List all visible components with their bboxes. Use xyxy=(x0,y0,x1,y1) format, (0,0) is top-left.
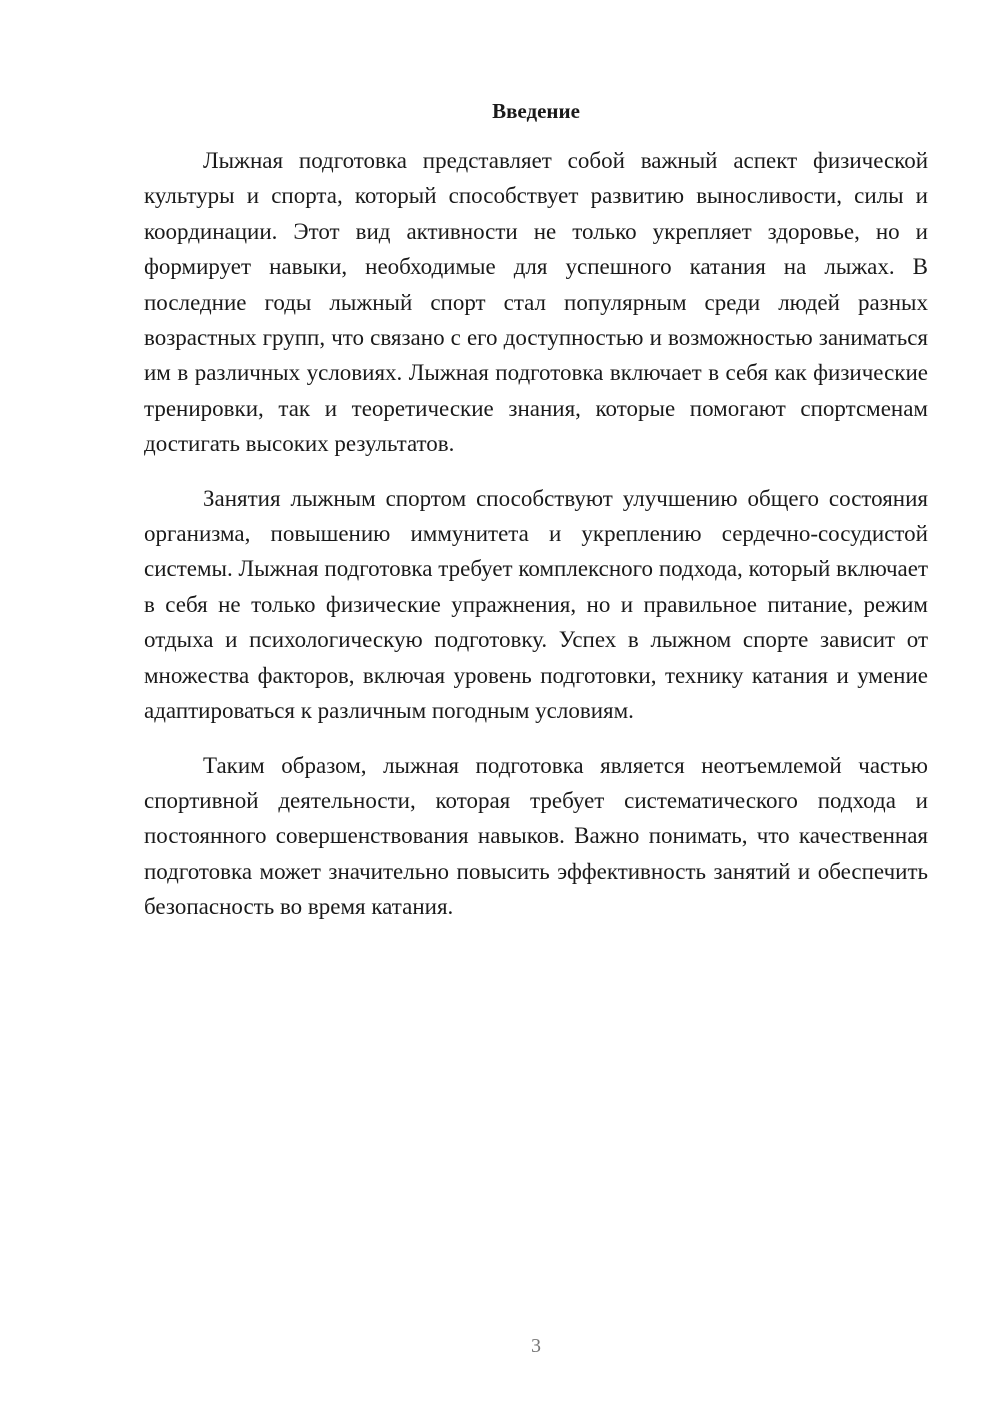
section-heading: Введение xyxy=(492,99,580,123)
paragraph-3: Таким образом, лыжная подготовка является неотъемлемой частью спортивной деятельности, которая требует систематического подхода и постоянного совершенствования навыков. Важно понимать, что качественная подготовка может значительно повысить эффективность занятий и обеспечить безопасность во время катания. xyxy=(144,752,928,920)
body-text xyxy=(144,143,928,944)
paragraph-2: Занятия лыжным спортом способствуют улучшению общего состояния организма, повышению иммунитета и укреплению сердечно-сосудистой системы. Лыжная подготовка требует комплексного подхода, который включает в себя не только физические упражнения, но и правильное питание, режим отдыха и психологическую подготовку. Успех в лыжном спорте зависит от множества факторов, включая уровень подготовки, технику катания и умение адаптироваться к различным погодным условиям. xyxy=(144,485,928,724)
paragraph-1: Лыжная подготовка представляет собой важный аспект физической культуры и спорта, который способствует развитию выносливости, силы и координации. Этот вид активности не только укрепляет здоровье, но и формирует навыки, необходимые для успешного катания на лыжах. В последние годы лыжный спорт стал популярным среди людей разных возрастных групп, что связано с его доступностью и возможностью заниматься им в различных условиях. Лыжная подготовка включает в себя как физические тренировки, так и теоретические знания, которые помогают спортсменам достигать высоких результатов. xyxy=(144,148,928,457)
page-number: 3 xyxy=(531,1335,541,1357)
